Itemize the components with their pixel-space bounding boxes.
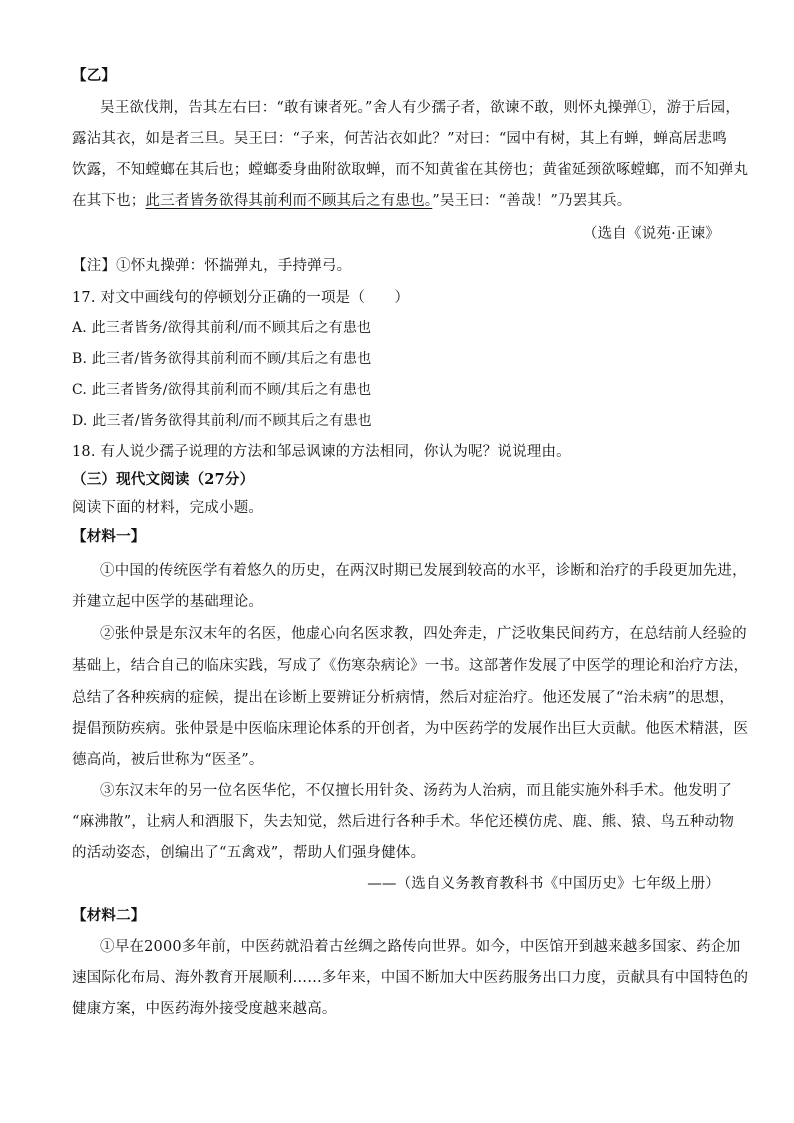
material-2-line: 速国际化布局、海外教育开展顺利……多年来，中国不断加大中医药服务出口力度，贡献具有中国特色的 xyxy=(72,970,749,986)
question-17-option-b: B. 此三者/皆务欲得其前利而不顾/其后之有患也 xyxy=(72,351,372,367)
section-three-instruction: 阅读下面的材料，完成小题。 xyxy=(72,500,264,516)
material-1-line: ②张仲景是东汉末年的名医，他虚心向名医求教，四处奔走，广泛收集民间药方，在总结前人经验的 xyxy=(100,626,747,642)
yi-text-line: 饮露，不知螳螂在其后也；螳螂委身曲附欲取蝉，而不知黄雀在其傍也；黄雀延颈欲啄螳螂，而不知弹丸 xyxy=(72,162,749,178)
yi-line4-prefix: 在其下也； xyxy=(72,193,146,209)
question-17-stem: 17. 对文中画线句的停顿划分正确的一项是（ ） xyxy=(72,290,410,306)
material-1-source: ——（选自义务教育教科书《中国历史》七年级上册） xyxy=(367,876,720,892)
material-1-heading: 【材料一】 xyxy=(72,528,146,545)
question-17-option-d: D. 此三者/皆务欲得其前利/而不顾其后之有患也 xyxy=(72,413,372,429)
question-17-option-c: C. 此三者皆务/欲得其前利而不顾/其后之有患也 xyxy=(72,382,372,398)
material-2-line: ①早在2000多年前，中医药就沿着古丝绸之路传向世界。如今，中医馆开到越来越多国家、药企加 xyxy=(100,939,741,955)
material-2-heading: 【材料二】 xyxy=(72,907,146,924)
material-1-line: ①中国的传统医学有着悠久的历史，在两汉时期已发展到较高的水平，诊断和治疗的手段更加先进， xyxy=(100,563,747,579)
yi-text-line xyxy=(72,191,720,211)
section-yi-heading: 【乙】 xyxy=(72,67,117,84)
yi-line4-suffix: ”吴王曰：“善哉！”乃罢其兵。 xyxy=(432,193,632,209)
question-17-option-a: A. 此三者皆务/欲得其前利/而不顾其后之有患也 xyxy=(72,320,372,336)
material-1-line: “麻沸散”，让病人和酒服下，失去知觉，然后进行各种手术。华佗还模仿虎、鹿、熊、猿、鸟五种动物 xyxy=(72,814,735,830)
yi-text-line: 露沾其衣，如是者三旦。吴王曰：“子来，何苦沾衣如此？”对曰：“园中有树，其上有蝉，蝉高居悲鸣 xyxy=(72,131,727,147)
material-1-line: 总结了各种疾病的症候，提出在诊断上要辨证分析病情，然后对症治疗。他还发展了“治未病”的思想， xyxy=(72,690,735,706)
yi-note: 【注】①怀丸操弹：怀揣弹丸，手持弹弓。 xyxy=(72,258,352,274)
material-1-line: 基础上，结合自己的临床实践，写成了《伤寒杂病论》一书。这部著作发展了中医学的理论和治疗方法， xyxy=(72,658,749,674)
question-18: 18. 有人说少孺子说理的方法和邹忌讽谏的方法相同，你认为呢？说说理由。 xyxy=(72,444,571,460)
material-1-line: 提倡预防疾病。张仲景是中医临床理论体系的开创者，为中医药学的发展作出巨大贡献。他医术精湛，医 xyxy=(72,721,749,737)
yi-source: （选自《说苑·正谏》 xyxy=(582,226,720,242)
material-1-line: 并建立起中医学的基础理论。 xyxy=(72,594,264,610)
yi-text-line: 吴王欲伐荆，告其左右曰：“敢有谏者死。”舍人有少孺子者，欲谏不敢，则怀丸操弹①，游于后园， xyxy=(100,100,741,116)
material-1-line: ③东汉末年的另一位名医华佗，不仅擅长用针灸、汤药为人治病，而且能实施外科手术。他发明了 xyxy=(100,783,733,799)
material-1-line: 德高尚，被后世称为“医圣”。 xyxy=(72,752,264,768)
material-2-line: 健康方案，中医药海外接受度越来越高。 xyxy=(72,1001,337,1017)
material-1-line: 的活动姿态，创编出了“五禽戏”，帮助人们强身健体。 xyxy=(72,845,426,861)
section-three-heading: （三）现代文阅读（27分） xyxy=(72,471,255,488)
underlined-sentence: 此三者皆务欲得其前利而不顾其后之有患也。 xyxy=(145,193,433,209)
